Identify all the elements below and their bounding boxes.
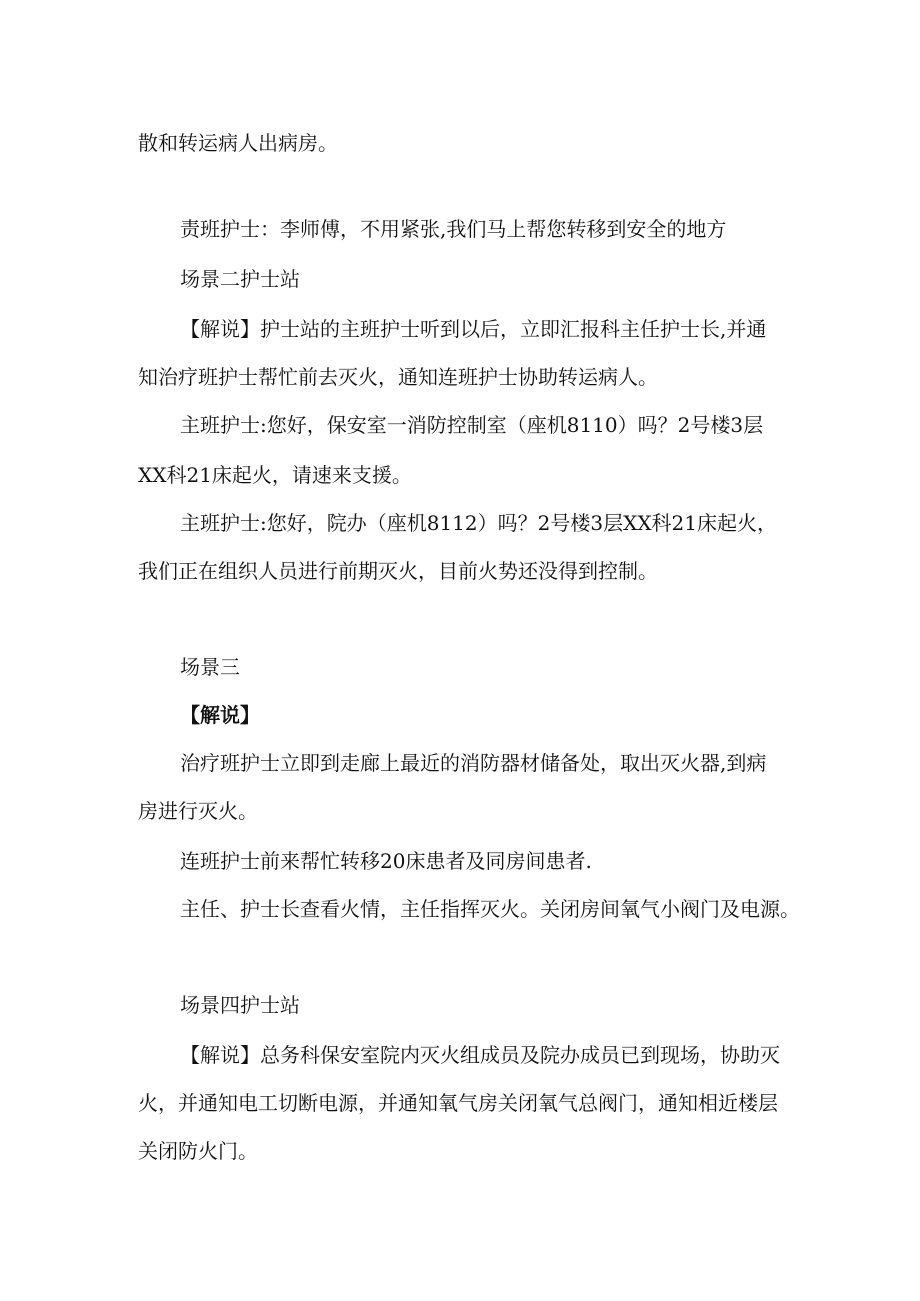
narration-line: 知治疗班护士帮忙前去灭火，通知连班护士协助转运病人。: [138, 365, 658, 389]
narration-line: 【解说】总务科保安室院内灭火组成员及院办成员已到现场，协助灭: [180, 1043, 780, 1067]
narration-line: 主任、护士长查看火情，主任指挥灭火。关闭房间氧气小阀门及电源。: [180, 897, 800, 921]
scene-heading: 场景二护士站: [180, 267, 300, 291]
dialogue-line: 我们正在组织人员进行前期灭火，目前火势还没得到控制。: [138, 559, 658, 583]
scene-heading: 场景三: [180, 655, 240, 679]
dialogue-line: 责班护士：李师傅，不用紧张,我们马上帮您转移到安全的地方: [180, 217, 727, 241]
dialogue-line: 主班护士:您好，保安室一消防控制室（座机8110）吗？2号楼3层: [180, 413, 764, 437]
narration-line: 治疗班护士立即到走廊上最近的消防器材储备处，取出灭火器,到病: [180, 751, 767, 775]
narration-label: 【解说】: [180, 703, 260, 727]
narration-line: 连班护士前来帮忙转移20床患者及同房间患者.: [180, 849, 592, 873]
dialogue-line: 主班护士:您好，院办（座机8112）吗？2号楼3层XX科21床起火，: [180, 511, 778, 535]
narration-line: 房进行灭火。: [138, 799, 258, 823]
scene-heading: 场景四护士站: [180, 993, 300, 1017]
narration-line: 关闭防火门。: [138, 1139, 258, 1163]
narration-line: 火，并通知电工切断电源，并通知氧气房关闭氧气总阀门，通知相近楼层: [138, 1091, 778, 1115]
narration-line: 【解说】护士站的主班护士听到以后，立即汇报科主任护士长,并通: [180, 317, 767, 341]
paragraph-line: 散和转运病人出病房。: [138, 131, 338, 155]
dialogue-line: XX科21床起火，请速来支援。: [138, 463, 412, 487]
